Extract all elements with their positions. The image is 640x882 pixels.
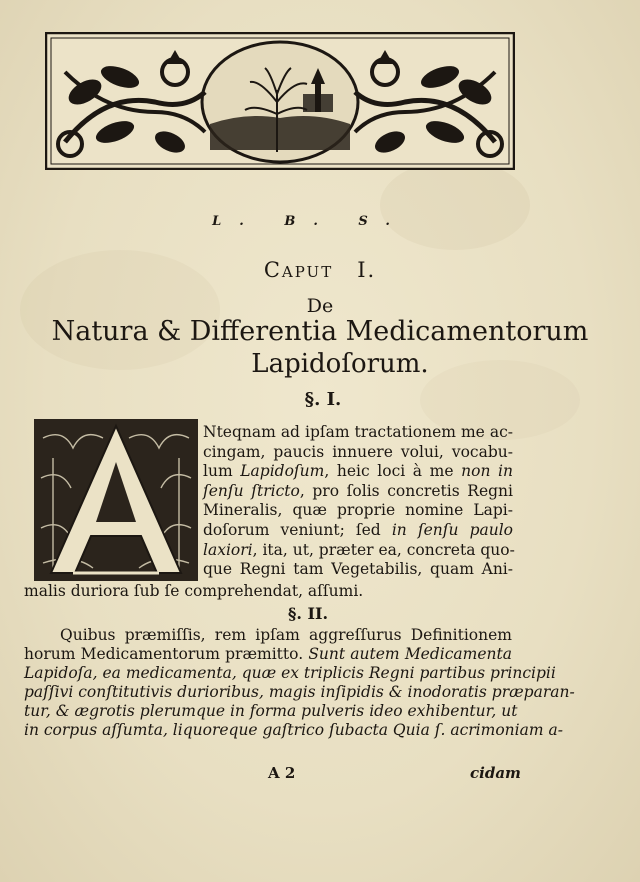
paragraph-1-line: Mineralis, quæ proprie nomine Lapi- [203,501,513,520]
chapter-heading [0,258,640,282]
section-1-heading: §. I. [304,389,342,410]
title-de: De [306,295,334,317]
paragraph-2-line: tur, & ægrotis plerumque in forma pulveris ideo exhibentur, ut [24,702,518,720]
title-line-2: Lapidoſorum. [251,349,429,379]
catchword: cidam [470,764,521,782]
decorated-initial-a-icon [33,418,199,582]
paragraph-1-last-line: malis duriora ſub ſe comprehendat, aſſumi. [24,582,364,600]
floral-landscape-headpiece-icon [45,32,515,170]
paragraph-1-line: ſenſu ſtricto, pro ſolis concretis Regni [203,481,513,500]
section-2-heading: §. II. [287,604,329,623]
paragraph-2-line: paſſivi conſtitutivis durioribus, magis inſipidis & inodoratis præparan- [24,683,575,701]
paragraph-1-line: lum Lapidoſum, heic loci à me non in [203,462,513,481]
paragraph-2-line: Quibus præmiſſis, rem ipſam aggreſſurus Definitionem [60,626,512,644]
paragraph-1-line: laxiori, ita, ut, præter ea, concreta quo- [203,540,515,559]
chapter-number: I. [357,258,377,282]
paragraph-1-line: doſorum veniunt; ſed in ſenſu paulo [203,521,514,539]
paragraph-1-line: cingam, paucis innuere volui, vocabu- [203,442,513,461]
caput-label: CAPUT [263,258,334,282]
paragraph-2-line: Lapidoſa, ea medicamenta, quæ ex triplicis Regni partibus principii [24,664,556,682]
paragraph-2-line: horum Medicamentorum præmitto. Sunt autem Medicamenta [24,645,512,663]
heading-letters: L. B. S. [212,214,408,229]
signature-mark: A 2 [268,764,296,782]
paragraph-1-line: que Regni tam Vegetabilis, quam Ani- [203,560,513,579]
title-line-1: Natura & Differentia Medicamentorum [51,316,589,347]
paragraph-1-line: Nteqnam ad ipſam tractationem me ac- [203,423,513,441]
paragraph-2-line: in corpus aſſumta, liquoreque gaſtrico ſubacta Quia ſ. acrimoniam a- [24,721,563,739]
